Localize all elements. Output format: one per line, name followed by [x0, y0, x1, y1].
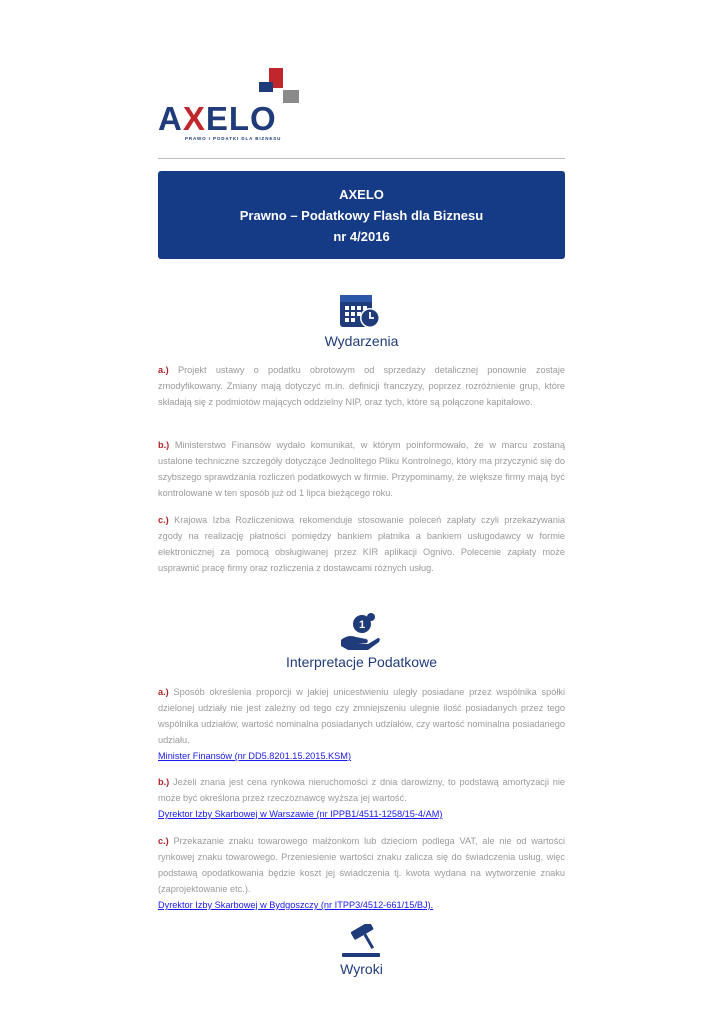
banner-line2: Prawno – Podatkowy Flash dla Biznesu — [239, 207, 484, 223]
item-label: b.) — [158, 440, 170, 450]
section-title-wyroki: Wyroki — [340, 961, 383, 977]
section-title-interpretacje: Interpretacje Podatkowe — [286, 654, 437, 670]
item-label: a.) — [158, 687, 169, 697]
interpretation-item-a — [158, 684, 565, 764]
item-text: Sposób określenia proporcji w jakiej unicestwieniu uległy posiadane przez wspólnika spółki dzielonej udziały nie jest zależny od tego czy zmniejszeniu ulegnie ilość posiadanych przez tego wspólnika udziałów, wartość nominalna posiadanych udziałów, czy wartość nominalna posiadanego udziału. — [158, 687, 565, 745]
banner-line1: AXELO — [339, 186, 384, 202]
banner-line3: nr 4/2016 — [333, 228, 390, 244]
item-text: Krajowa Izba Rozliczeniowa rekomenduje stosowanie poleceń zapłaty czyli przekazywania zgody na realizację płatności pomiędzy bankiem płatnika a bankiem usługodawcy w formie elektronicznej za pomocą obsługiwanej przez KIR aplikacji Ognivo. Polecenie zapłaty może usprawnić pracę firmy oraz rozliczenia z dostawcami różnych usług. — [158, 515, 565, 573]
event-item-a — [158, 362, 565, 410]
event-item-c — [158, 512, 565, 576]
newsletter-banner — [158, 171, 565, 259]
item-label: c.) — [158, 515, 169, 525]
gavel-icon — [338, 924, 384, 960]
item-label: b.) — [158, 777, 170, 787]
interpretation-source-link-b[interactable]: Dyrektor Izby Skarbowej w Warszawie (nr IPPB1/4511-1258/15-4/AM) — [158, 809, 443, 819]
interpretation-item-c — [158, 833, 565, 913]
axelo-logo — [158, 66, 303, 144]
logo-wordmark: AXELO — [158, 100, 277, 137]
interpretation-item-b — [158, 774, 565, 822]
item-text: Ministerstwo Finansów wydało komunikat, w którym poinformowało, że w marcu zostaną ustalone techniczne szczegóły dotyczące Jednolitego Pliku Kontrolnego, który ma przyczynić się do szybszego sprawdzania rozliczeń podatkowych w firmie. Przypominamy, że większe firmy mają być kontrolowane w ten sposób już od 1 lipca bieżącego roku. — [158, 440, 565, 498]
calendar-clock-icon — [338, 292, 384, 332]
interpretation-source-link-c[interactable]: Dyrektor Izby Skarbowej w Bydgoszczy (nr ITPP3/4512-661/15/BJ). — [158, 900, 434, 910]
item-text: Jeżeli znana jest cena rynkowa nieruchomości z dnia darowizny, to podstawą amortyzacji nie może być określona przez rzeczoznawcę wyższa jej wartość. — [158, 777, 565, 803]
item-label: c.) — [158, 836, 169, 846]
item-label: a.) — [158, 365, 169, 375]
interpretation-source-link-a[interactable]: Minister Finansów (nr DD5.8201.15.2015.KSM) — [158, 751, 352, 761]
header-divider — [158, 158, 565, 159]
item-text: Przekazanie znaku towarowego małżonkom lub dzieciom podlega VAT, ale nie od wartości rynkowej znaku towarowego. Przeniesienie wartości znaku zalicza się do świadczenia usług, więc podstawą opodatkowania będzie koszt jej świadczenia tj. kwota wydana na wytworzenie znaku (zaprojektowanie etc.). — [158, 836, 565, 894]
item-text: Projekt ustawy o podatku obrotowym od sprzedaży detalicznej ponownie zostaje zmodyfikowany. Zmiany mają dotyczyć m.in. definicji franczyzy, poprzez rozróżnienie grup, które składają się z podmiotów mających oddzielny NIP, oraz tych, które są połączone kapitałowo. — [158, 365, 565, 407]
logo-tagline: PRAWO I PODATKI DLA BIZNESU — [185, 136, 282, 141]
svg-text:1: 1 — [358, 619, 366, 631]
event-item-b — [158, 437, 565, 501]
section-title-wydarzenia: Wydarzenia — [324, 333, 399, 349]
hand-coin-icon — [338, 612, 384, 654]
